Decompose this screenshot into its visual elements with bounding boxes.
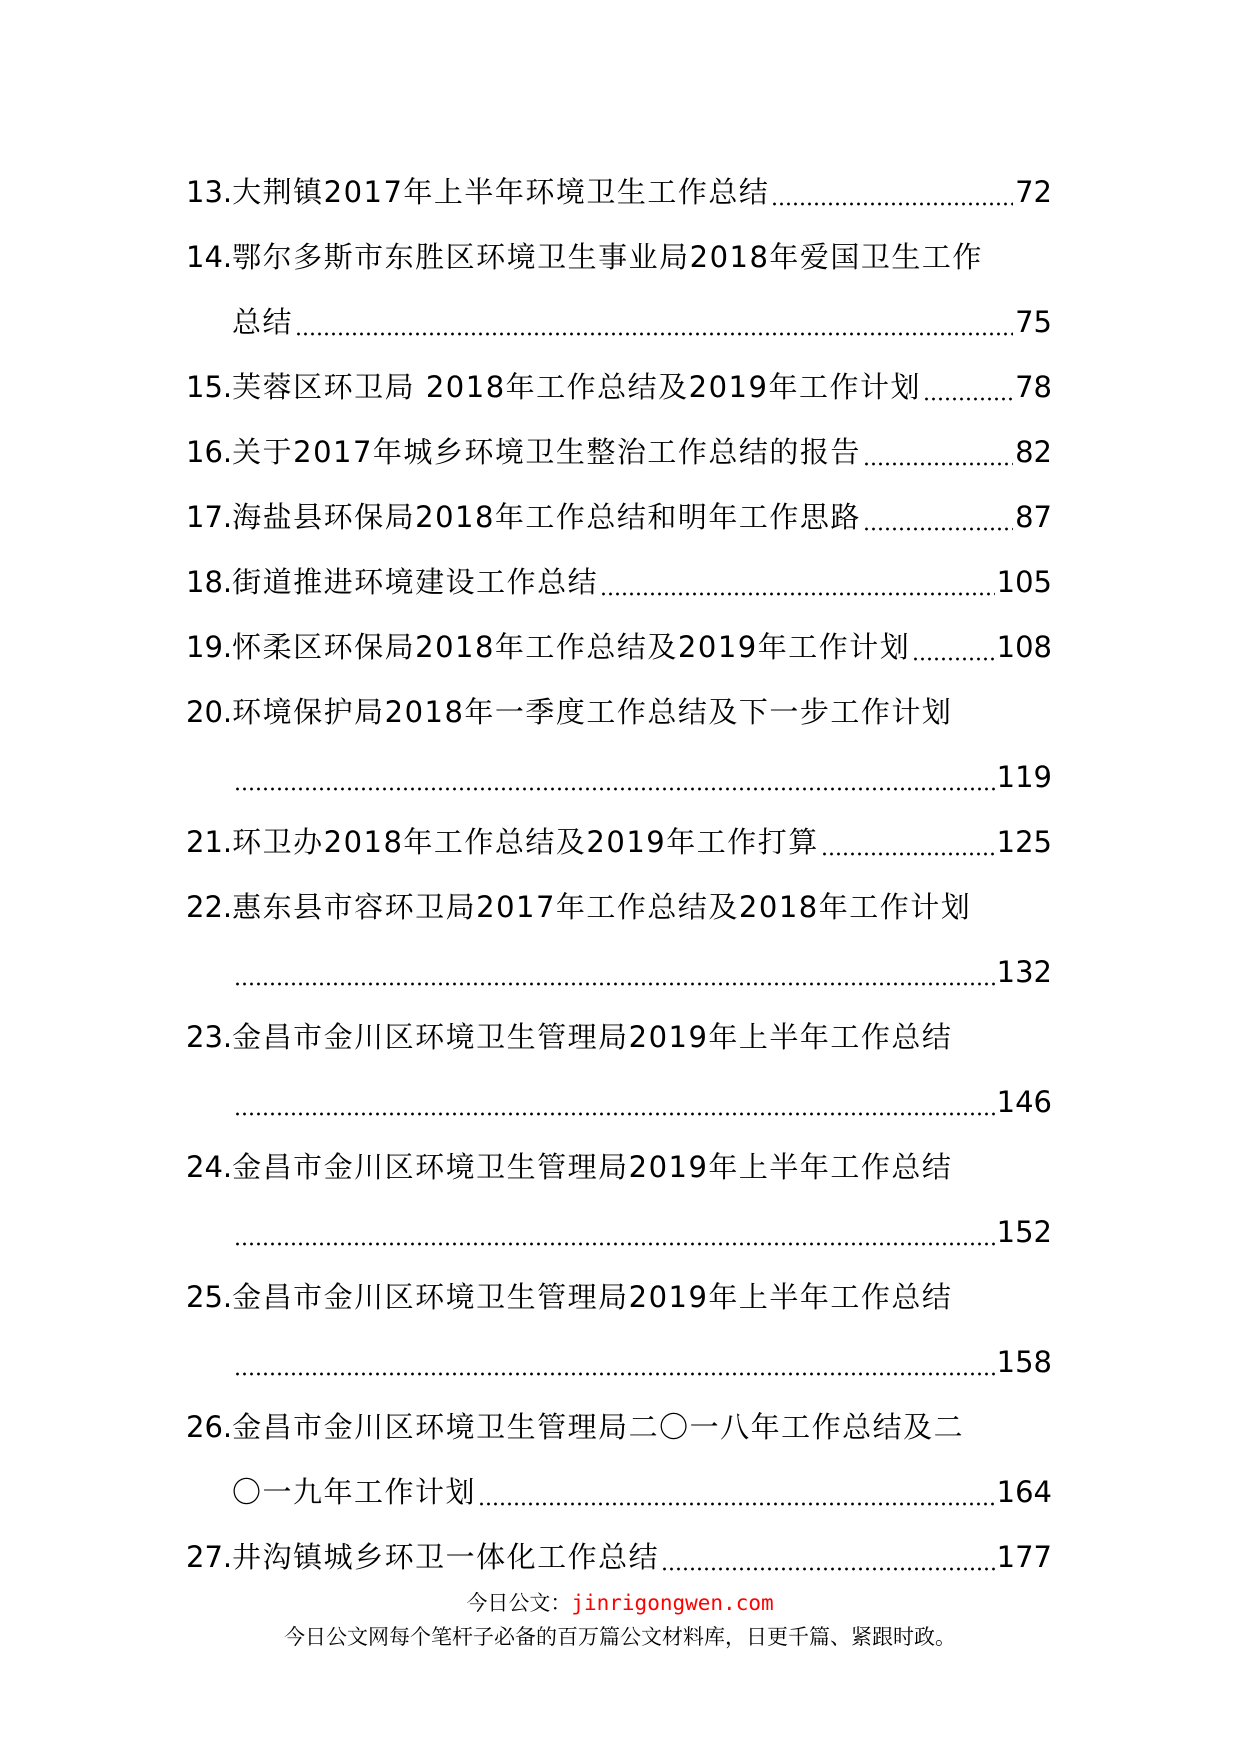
toc-entry[interactable] <box>186 160 1052 225</box>
toc-entry[interactable] <box>186 680 1052 745</box>
toc-dot-leader <box>661 1567 995 1571</box>
toc-dot-leader <box>771 202 1013 206</box>
toc-entry-continuation[interactable] <box>186 1200 1052 1265</box>
toc-entry[interactable] <box>186 550 1052 615</box>
toc-dot-leader <box>600 592 995 596</box>
toc-entry-continuation[interactable] <box>186 290 1052 355</box>
toc-entry[interactable] <box>186 810 1052 875</box>
toc-entry-page: 72 <box>1015 175 1052 209</box>
toc-dot-leader <box>295 332 1013 336</box>
toc-entry-continuation[interactable] <box>186 1070 1052 1135</box>
toc-entry-continuation[interactable] <box>186 1460 1052 1525</box>
toc-entry-title: 环卫办2018年工作总结及2019年工作打算 <box>232 825 819 859</box>
toc-entry[interactable] <box>186 1265 1052 1330</box>
toc-entry-title: 芙蓉区环卫局 2018年工作总结及2019年工作计划 <box>232 370 921 404</box>
footer-site-label: 今日公文： <box>466 1591 572 1615</box>
toc-dot-leader <box>234 1112 995 1116</box>
toc-dot-leader <box>863 462 1013 466</box>
toc-entry-page: 87 <box>1015 500 1052 534</box>
toc-entry-title: 怀柔区环保局2018年工作总结及2019年工作计划 <box>232 630 911 664</box>
toc-entry-title: 大荆镇2017年上半年环境卫生工作总结 <box>232 175 770 209</box>
toc-entry-title: 街道推进环境建设工作总结 <box>232 565 599 599</box>
toc-entry-number: 27. <box>186 1540 233 1574</box>
toc-dot-leader <box>923 397 1013 401</box>
toc-dot-leader <box>863 527 1013 531</box>
toc-entry-page: 132 <box>996 955 1052 989</box>
toc-entry-number: 13. <box>186 175 233 209</box>
toc-entry-title: 金昌市金川区环境卫生管理局2019年上半年工作总结 <box>232 1020 953 1054</box>
toc-entry-page: 75 <box>1015 305 1052 339</box>
toc-entry-continuation[interactable] <box>186 745 1052 810</box>
toc-entry-page: 82 <box>1015 435 1052 469</box>
toc-entry-title: 关于2017年城乡环境卫生整治工作总结的报告 <box>232 435 861 469</box>
toc-entry-title: 金昌市金川区环境卫生管理局2019年上半年工作总结 <box>232 1280 953 1314</box>
toc-entry-number: 15. <box>186 370 233 404</box>
toc-entry-number: 20. <box>186 695 233 729</box>
toc-entry-page: 158 <box>996 1345 1052 1379</box>
toc-dot-leader <box>821 852 995 856</box>
toc-entry[interactable] <box>186 1135 1052 1200</box>
toc-entry-page: 177 <box>996 1540 1052 1574</box>
toc-entry-title: 鄂尔多斯市东胜区环境卫生事业局2018年爱国卫生工作 <box>232 240 983 274</box>
toc-entry-number: 16. <box>186 435 233 469</box>
footer-slogan: 今日公文网每个笔杆子必备的百万篇公文材料库，日更千篇、紧跟时政。 <box>284 1625 956 1649</box>
footer-site-line <box>0 1593 1240 1614</box>
toc-entry[interactable] <box>186 615 1052 680</box>
toc-entry-continuation[interactable] <box>186 940 1052 1005</box>
toc-entry[interactable] <box>186 355 1052 420</box>
toc-entry[interactable] <box>186 875 1052 940</box>
toc-entry-page: 164 <box>996 1475 1052 1509</box>
toc-entry-page: 125 <box>996 825 1052 859</box>
footer-site-link[interactable]: jinrigongwen.com <box>571 1591 774 1615</box>
toc-entry-number: 24. <box>186 1150 233 1184</box>
toc-entry-title: 金昌市金川区环境卫生管理局2019年上半年工作总结 <box>232 1150 953 1184</box>
toc-dot-leader <box>912 657 994 661</box>
toc-entry-page: 108 <box>996 630 1052 664</box>
toc-entry-number: 26. <box>186 1410 233 1444</box>
toc-dot-leader <box>234 982 995 986</box>
toc-entry-number: 21. <box>186 825 233 859</box>
toc-entry-title: 金昌市金川区环境卫生管理局二〇一八年工作总结及二 <box>232 1410 965 1444</box>
table-of-contents <box>186 160 1052 1590</box>
toc-entry-title: 井沟镇城乡环卫一体化工作总结 <box>232 1540 660 1574</box>
toc-entry-page: 78 <box>1015 370 1052 404</box>
toc-entry[interactable] <box>186 1395 1052 1460</box>
toc-entry-number: 25. <box>186 1280 233 1314</box>
toc-entry-number: 17. <box>186 500 233 534</box>
toc-entry-number: 22. <box>186 890 233 924</box>
toc-entry[interactable] <box>186 225 1052 290</box>
toc-entry-number: 14. <box>186 240 233 274</box>
toc-entry-title: 海盐县环保局2018年工作总结和明年工作思路 <box>232 500 861 534</box>
toc-dot-leader <box>234 787 995 791</box>
toc-entry-number: 23. <box>186 1020 233 1054</box>
toc-entry-title: 环境保护局2018年一季度工作总结及下一步工作计划 <box>232 695 953 729</box>
toc-entry-title: 惠东县市容环卫局2017年工作总结及2018年工作计划 <box>232 890 972 924</box>
toc-entry-page: 146 <box>996 1085 1052 1119</box>
toc-dot-leader <box>478 1502 995 1506</box>
toc-entry-title-cont: 总结 <box>232 305 294 339</box>
toc-dot-leader <box>234 1242 995 1246</box>
toc-entry[interactable] <box>186 485 1052 550</box>
toc-entry-page: 119 <box>996 760 1052 794</box>
toc-entry-number: 19. <box>186 630 233 664</box>
toc-entry[interactable] <box>186 1005 1052 1070</box>
toc-entry[interactable] <box>186 420 1052 485</box>
toc-entry-continuation[interactable] <box>186 1330 1052 1395</box>
toc-entry-title-cont: 〇一九年工作计划 <box>232 1475 477 1509</box>
toc-entry-page: 152 <box>996 1215 1052 1249</box>
toc-entry-number: 18. <box>186 565 233 599</box>
toc-entry[interactable] <box>186 1525 1052 1590</box>
toc-entry-page: 105 <box>996 565 1052 599</box>
toc-dot-leader <box>234 1372 995 1376</box>
